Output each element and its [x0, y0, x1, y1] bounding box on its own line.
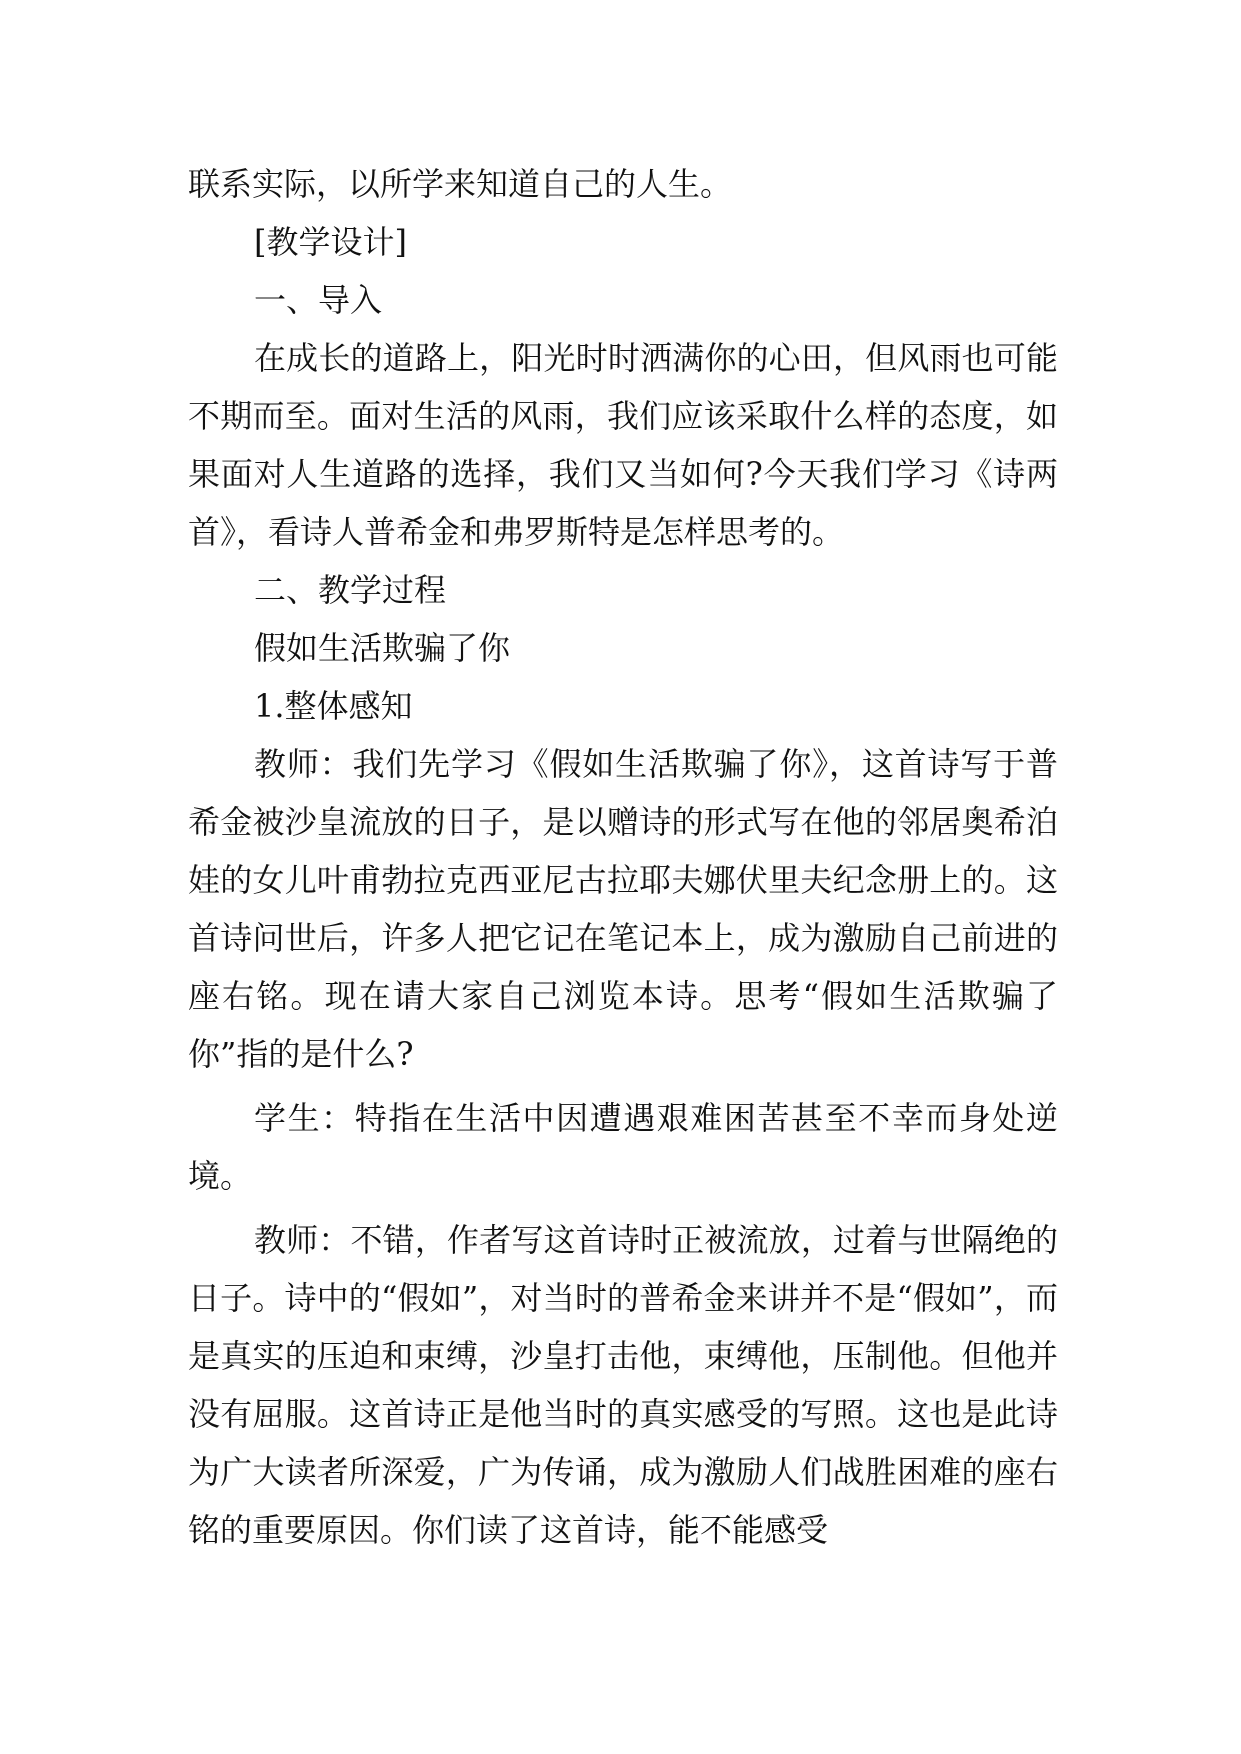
- paragraph-continuation: 联系实际，以所学来知道自己的人生。: [188, 165, 733, 203]
- paragraph-teacher-1: 教师：我们先学习《假如生活欺骗了你》，这首诗写于普希金被沙皇流放的日子，是以赠诗的形式写在他的邻居奥希泊娃的女儿叶甫勃拉克西亚尼古拉耶夫娜伏里夫纪念册上的。这首诗问世后，许多人把它记在笔记本上，成为激励自己前进的座右铭。现在请大家自己浏览本诗。思考“假如生活欺骗了你”指的是什么?: [188, 745, 1058, 1073]
- paragraph-teacher-2: 教师：不错，作者写这首诗时正被流放，过着与世隔绝的日子。诗中的“假如”，对当时的普希金来讲并不是“假如”，而是真实的压迫和束缚，沙皇打击他，束缚他，压制他。但他并没有屈服。这首诗正是他当时的真实感受的写照。这也是此诗为广大读者所深爱，广为传诵，成为激励人们战胜困难的座右铭的重要原因。你们读了这首诗，能不能感受: [188, 1221, 1058, 1549]
- document-body: [188, 155, 1058, 1559]
- paragraph-introduction: 在成长的道路上，阳光时时洒满你的心田，但风雨也可能不期而至。面对生活的风雨，我们应该采取什么样的态度，如果面对人生道路的选择，我们又当如何?今天我们学习《诗两首》，看诗人普希金和弗罗斯特是怎样思考的。: [188, 339, 1058, 551]
- heading-introduction: 一、导入: [254, 281, 383, 319]
- paragraph-student-1: 学生：特指在生活中因遭遇艰难困苦甚至不幸而身处逆境。: [188, 1099, 1058, 1195]
- heading-teaching-design: [教学设计]: [254, 223, 407, 261]
- heading-teaching-process: 二、教学过程: [254, 571, 447, 609]
- heading-overall-perception: 1.整体感知: [254, 687, 413, 725]
- heading-poem-title: 假如生活欺骗了你: [254, 629, 511, 667]
